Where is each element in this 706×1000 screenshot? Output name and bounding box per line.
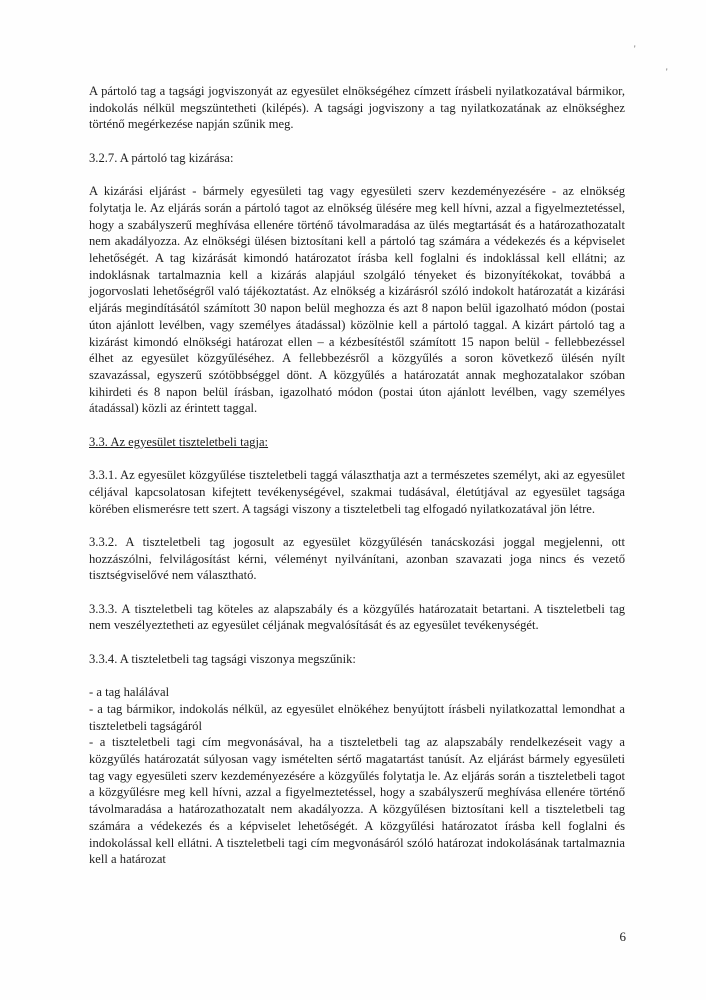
paragraph-3-3-1: 3.3.1. Az egyesület közgyűlése tiszteletbeli taggá választhatja azt a természetes személyt, aki az egyesület céljával kapcsolatosan kifejtett tevékenységével, szakmai tudásával, életútjával az egyesület tagsága körében elismerésre tett szert. A tagsági viszony a tiszteletbeli tag elfogadó nyilatkozatával jön létre. xyxy=(89,468,625,516)
paragraph-3-3-2: 3.3.2. A tiszteletbeli tag jogosult az egyesület közgyűlésén tanácskozási joggal megjelenni, ott hozzászólni, felvilágosítást kérni, véleményt nyilvánítani, azonban szavazati joga nincs és vezető tisztségviselővé nem választható. xyxy=(89,534,625,583)
paragraph-exit: A pártoló tag a tagsági jogviszonyát az egyesület elnökségéhez címzett írásbeli nyilatkozatával bármikor, indokolás nélkül megszüntetheti (kilépés). A tagsági jogviszony a tag nyilatkozatának az elnökséghez történő megérkezése napján szűnik meg. xyxy=(89,84,625,132)
section-heading-3-3 xyxy=(89,434,625,451)
scan-mark: ' xyxy=(634,44,636,54)
paragraph-3-3-4: 3.3.4. A tiszteletbeli tag tagsági viszonya megszűnik: xyxy=(89,651,356,666)
document-body xyxy=(89,83,625,868)
paragraph-3-3-3: 3.3.3. A tiszteletbeli tag köteles az alapszabály és a közgyűlés határozatait betartani. A tiszteletbeli tag nem veszélyeztetheti az egyesület céljának megvalósítását és az egyesület tevékenységét. xyxy=(89,601,625,633)
list-item: - a tiszteletbeli tagi cím megvonásával, ha a tiszteletbeli tag az alapszabály rendelkezéseit vagy a közgyűlés határozatát súlyosan vagy ismételten sértő magatartást tanúsít. Az eljárást bármely egyesületi tag vagy egyesületi szerv kezdeményezésére a közgyűlés folytatja le. Az eljárás során a tiszteletbeli tagot a közgyűlésre meg kell hívni, azzal a figyelmeztetéssel, hogy a szabályszerű meghívása ellenére történő távolmaradása a határozathozatalt nem akadályozza. A közgyűlésen biztosítani kell a tiszteletbeli tag számára a védekezés és a képviselet lehetőségét. A közgyűlési határozatot írásba kell foglalni és indokolással kell ellátni. A tiszteletbeli tagi cím megvonásáról szóló határozat indokolásának tartalmaznia kell a határozat xyxy=(89,735,625,867)
list-item: - a tag halálával xyxy=(89,685,170,700)
page-number: 6 xyxy=(619,929,626,944)
paragraph-expulsion: A kizárási eljárást - bármely egyesületi tag vagy egyesületi szerv kezdeményezésére - az elnökség folytatja le. Az eljárás során a pártoló tagot az elnökség ülésére meg kell hívni, azzal a figyelmeztetéssel, hogy a szabályszerű meghívása ellenére történő távolmaradása az ülés megtartását és a határozathozatalt nem akadályozza. Az elnökségi ülésen biztosítani kell a pártoló tag számára a védekezés és a képviselet lehetőségét. A tag kizárását kimondó határozatot írásba kell foglalni és indoklással kell ellátni; az indoklásnak tartalmaznia kell a kizárás alapjául szolgáló tényeket és bizonyítékokat, továbbá a jogorvoslati lehetőségről való tájékoztatást. Az elnökség a kizárásról szóló indokolt határozatát a kizárási eljárás megindításától számított 30 napon belül meghozza és azt 8 napon belül igazolható módon (postai úton ajánlott levélben, vagy személyes átadással) közölnie kell a pártoló taggal. A kizárt pártoló tag a kizárást kimondó elnökségi határozat ellen – a kézbesítéstől számított 15 napon belül - fellebbezéssel élhet az egyesület közgyűléséhez. A fellebbezésről a közgyűlés a soron következő ülésén nyílt szavazással, egyszerű szótöbbséggel dönt. A közgyűlés a határozatát annak meghozatalakor szóban kihirdeti és 8 napon belül írásban, igazolható módon (postai úton ajánlott levélben, vagy személyes átadással) közli az érintett taggal. xyxy=(89,184,625,416)
list-item: - a tag bármikor, indokolás nélkül, az egyesület elnökéhez benyújtott írásbeli nyilatkozattal lemondhat a tiszteletbeli tagságáról xyxy=(89,701,625,733)
scan-mark: ' xyxy=(666,67,668,77)
section-heading-3-3-text: 3.3. Az egyesület tiszteletbeli tagja: xyxy=(89,434,269,449)
section-heading-3-2-7: 3.2.7. A pártoló tag kizárása: xyxy=(89,150,234,165)
